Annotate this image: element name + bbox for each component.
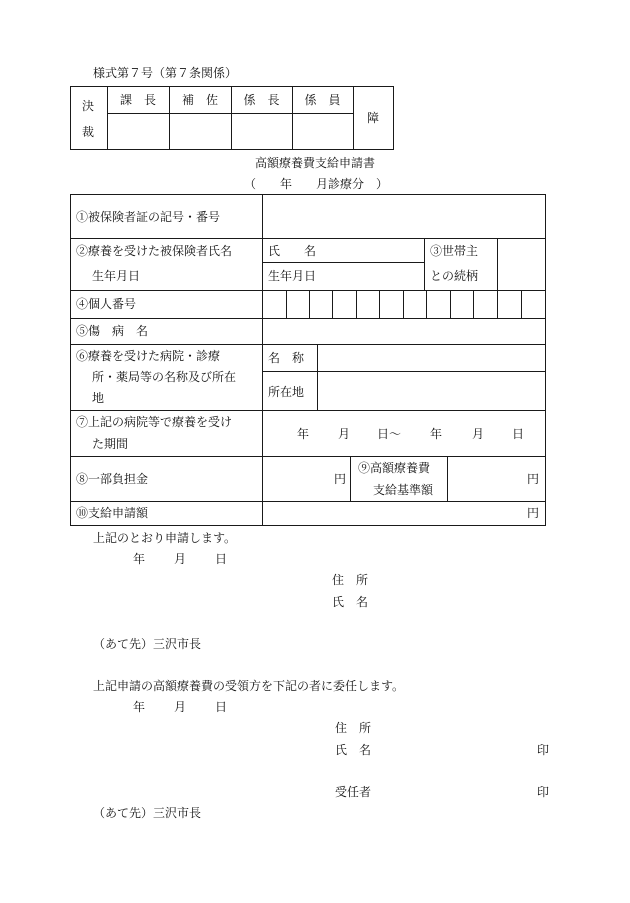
household-head-label-1: ③世帯主 <box>430 244 479 258</box>
delegation-seal-2: 印 <box>537 785 550 799</box>
dob-field-label: 生年月日 <box>268 269 317 283</box>
declaration-text: 上記のとおり申請します。 <box>93 531 237 545</box>
name-field-label: 氏 名 <box>268 244 317 258</box>
claim-amount-yen: 円 <box>527 506 540 520</box>
row-treatment-period-label-1: ⑦上記の病院等で療養を受け <box>76 415 233 429</box>
delegation-name-label: 氏 名 <box>335 743 372 757</box>
row-disease-name-label: ⑤傷 病 名 <box>76 324 149 338</box>
approval-col-kacho: 課 長 <box>119 93 156 107</box>
delegation-text: 上記申請の高額療養費の受領方を下記の者に委任します。 <box>93 679 405 693</box>
delegation-date-day: 日 <box>215 700 228 714</box>
delegation-date-year: 年 <box>133 700 146 714</box>
declaration-name-label: 氏 名 <box>332 595 369 609</box>
form-number: 様式第７号（第７条関係） <box>93 66 238 80</box>
kessai-label-1: 決 <box>82 99 95 113</box>
row-claim-amount-label: ⑩支給申請額 <box>76 506 149 520</box>
hospital-name-field-label: 名 称 <box>268 351 305 365</box>
row-hospital-label-1: ⑥療養を受けた病院・診療 <box>76 349 221 363</box>
row-insured-dob-label: 生年月日 <box>92 269 141 283</box>
delegation-proxy-label: 受任者 <box>335 785 372 799</box>
benefit-base-yen: 円 <box>527 472 540 486</box>
approval-col-kakaricho: 係 長 <box>243 93 280 107</box>
delegation-date-month: 月 <box>174 700 187 714</box>
declaration-addressee: （あて先）三沢市長 <box>93 637 202 651</box>
row-copayment-label: ⑧一部負担金 <box>76 472 149 486</box>
copayment-yen: 円 <box>334 472 347 486</box>
declaration-date-month: 月 <box>174 552 187 566</box>
declaration-date-day: 日 <box>215 552 228 566</box>
period-end-month: 月 <box>472 427 485 441</box>
period-end-year: 年 <box>430 427 443 441</box>
row-hospital-label-2: 所・薬局等の名称及び所在 <box>92 370 237 384</box>
approval-col-hosa: 補 佐 <box>181 93 218 107</box>
declaration-address-label: 住 所 <box>332 573 369 587</box>
delegation-addressee: （あて先）三沢市長 <box>93 806 202 820</box>
form-title: 高額療養費支給申請書 <box>254 156 375 170</box>
household-head-label-2: との続柄 <box>430 269 479 283</box>
row-insurance-card-label: ①被保険者証の記号・番号 <box>76 210 221 224</box>
form-subtitle: （ 年 月診療分 ） <box>244 177 389 191</box>
approval-col-kakariin: 係 員 <box>304 93 341 107</box>
row-treatment-period-label-2: た期間 <box>92 437 129 451</box>
declaration-date-year: 年 <box>133 552 146 566</box>
hospital-address-field-label: 所在地 <box>268 385 305 399</box>
benefit-base-label-1: ⑨高額療養費 <box>358 461 431 475</box>
delegation-address-label: 住 所 <box>335 721 372 735</box>
row-insured-name-label: ②療養を受けた被保険者氏名 <box>76 244 233 258</box>
period-end-day: 日 <box>512 427 525 441</box>
shou-label: 障 <box>366 111 379 125</box>
benefit-base-label-2: 支給基準額 <box>373 483 434 497</box>
period-start-month: 月 <box>338 427 351 441</box>
kessai-label-2: 裁 <box>82 125 95 139</box>
delegation-seal-1: 印 <box>537 743 550 757</box>
period-start-year: 年 <box>297 427 310 441</box>
row-individual-number-label: ④個人番号 <box>76 297 137 311</box>
period-start-day: 日〜 <box>377 427 402 441</box>
row-hospital-label-3: 地 <box>92 391 105 405</box>
